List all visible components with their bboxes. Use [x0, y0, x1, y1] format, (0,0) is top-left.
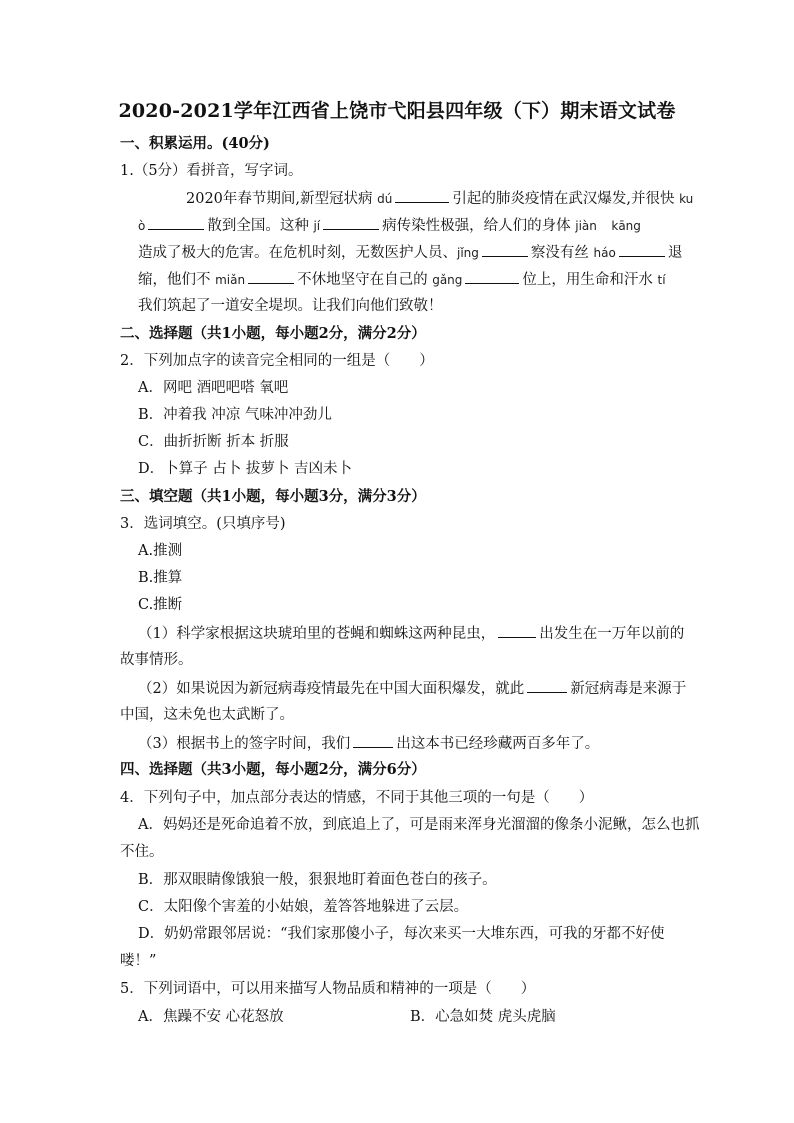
- q1-text: 造成了极大的危害。在危机时刻，无数医护人员、: [138, 245, 457, 261]
- q1-text: 缩，他们不: [138, 272, 211, 288]
- q3-choice-c: C.推断: [138, 597, 183, 613]
- q3-text: （2）如果说因为新冠病毒疫情最先在中国大面积爆发，就此: [138, 681, 525, 697]
- q4-option-a-cont: 不住。: [120, 844, 164, 860]
- q4-option-b[interactable]: B．那双眼睛像饿狼一般，狠狠地盯着面色苍白的孩子。: [138, 872, 497, 888]
- question-1-stem: 1.（5分）看拼音，写字词。: [120, 163, 303, 179]
- q1-text: 散到全国。这种: [207, 218, 309, 234]
- question-1-line-1: [186, 188, 693, 209]
- answer-blank[interactable]: [527, 678, 567, 693]
- pinyin-o: ò: [138, 219, 146, 233]
- q1-text: 病传染性极强，给人们的身体: [382, 218, 571, 234]
- question-1-line-4: [138, 269, 666, 290]
- exam-title: 2020-2021学年江西省上饶市弋阳县四年级（下）期末语文试卷: [118, 100, 676, 122]
- answer-blank[interactable]: [148, 215, 204, 230]
- q3-text: 新冠病毒是来源于: [570, 681, 687, 697]
- q3-text: 出发生在一万年以前的: [539, 626, 685, 642]
- answer-blank[interactable]: [248, 269, 294, 284]
- q1-text: 2020年春节期间,新型冠状病: [186, 191, 373, 207]
- q1-text: 察没有丝: [530, 245, 589, 261]
- answer-blank[interactable]: [482, 242, 528, 257]
- question-2-stem: 2．下列加点字的读音完全相同的一组是（ ）: [120, 353, 434, 369]
- answer-blank[interactable]: [353, 733, 393, 748]
- answer-blank[interactable]: [619, 242, 665, 257]
- section-heading-4: 四、选择题（共3小题，每小题2分，满分6分）: [120, 761, 426, 778]
- q3-sentence-3: [138, 733, 599, 754]
- pinyin-du: dú: [377, 192, 393, 206]
- pinyin-jing: jǐng: [457, 246, 479, 260]
- q5-option-b[interactable]: B．心急如焚 虎头虎脑: [410, 1009, 556, 1025]
- pinyin-kang: kāng: [611, 219, 641, 233]
- section-heading-3: 三、填空题（共1小题，每小题3分，满分3分）: [120, 488, 426, 505]
- question-1-line-5: 我们筑起了一道安全堤坝。让我们向他们致敬！: [138, 298, 443, 314]
- answer-blank[interactable]: [498, 623, 536, 638]
- answer-blank[interactable]: [465, 269, 519, 284]
- q4-option-a[interactable]: A．妈妈还是死命追着不放，到底追上了，可是雨来浑身光溜溜的像条小泥鳅，怎么也抓: [138, 817, 700, 833]
- pinyin-hao: háo: [593, 246, 616, 260]
- q1-text: 位上，用生命和汗水: [522, 272, 653, 288]
- q1-text: 引起的肺炎疫情在武汉爆发,并很快: [452, 191, 675, 207]
- question-3-stem: 3．选词填空。(只填序号): [120, 516, 286, 532]
- q3-text: （1）科学家根据这块琥珀里的苍蝇和蜘蛛这两种昆虫，: [138, 626, 496, 642]
- q3-sentence-2: [138, 678, 686, 699]
- pinyin-ti: tí: [657, 273, 666, 287]
- question-4-stem: 4．下列句子中，加点部分表达的情感，不同于其他三项的一句是（ ）: [120, 790, 594, 806]
- pinyin-mian: miǎn: [215, 273, 246, 287]
- answer-blank[interactable]: [323, 215, 379, 230]
- q4-option-c[interactable]: C．太阳像个害羞的小姑娘，羞答答地躲进了云层。: [138, 899, 469, 915]
- section-heading-2: 二、选择题（共1小题，每小题2分，满分2分）: [120, 325, 426, 342]
- q4-option-d[interactable]: D．奶奶常跟邻居说：“我们家那傻小子，每次来买一大堆东西，可我的牙都不好使: [138, 926, 665, 942]
- q3-sentence-1: [138, 623, 684, 644]
- question-1-line-2: [138, 215, 641, 236]
- question-1-line-3: [138, 242, 682, 263]
- q2-option-c[interactable]: C．曲折折断 折本 折服: [138, 434, 289, 450]
- q2-option-b[interactable]: B．冲着我 冲凉 气味冲冲劲儿: [138, 407, 332, 423]
- pinyin-ku: ku: [679, 192, 694, 206]
- q3-sentence-2-cont: 中国，这未免也太武断了。: [120, 707, 294, 723]
- q5-option-a[interactable]: A．焦躁不安 心花怒放: [138, 1009, 284, 1025]
- q3-sentence-1-cont: 故事情形。: [120, 652, 193, 668]
- q1-text: 不休地坚守在自己的: [297, 272, 428, 288]
- section-heading-1: 一、积累运用。(40分): [120, 135, 270, 152]
- q3-choice-b: B.推算: [138, 570, 183, 586]
- answer-blank[interactable]: [395, 188, 449, 203]
- pinyin-jian: jiàn: [575, 219, 597, 233]
- pinyin-ji: jí: [313, 219, 321, 233]
- q4-option-d-cont: 喽！”: [120, 953, 157, 969]
- question-5-stem: 5．下列词语中，可以用来描写人物品质和精神的一项是（ ）: [120, 981, 536, 997]
- q3-text: （3）根据书上的签字时间，我们: [138, 736, 351, 752]
- q2-option-a[interactable]: A．网吧 酒吧吧嗒 氧吧: [138, 380, 289, 396]
- pinyin-gang: gǎng: [432, 273, 463, 287]
- q2-option-d[interactable]: D．卜算子 占卜 拔萝卜 吉凶未卜: [138, 461, 352, 477]
- q3-choice-a: A.推测: [138, 543, 183, 559]
- q3-text: 出这本书已经珍藏两百多年了。: [396, 736, 600, 752]
- q1-text: 退: [667, 245, 683, 261]
